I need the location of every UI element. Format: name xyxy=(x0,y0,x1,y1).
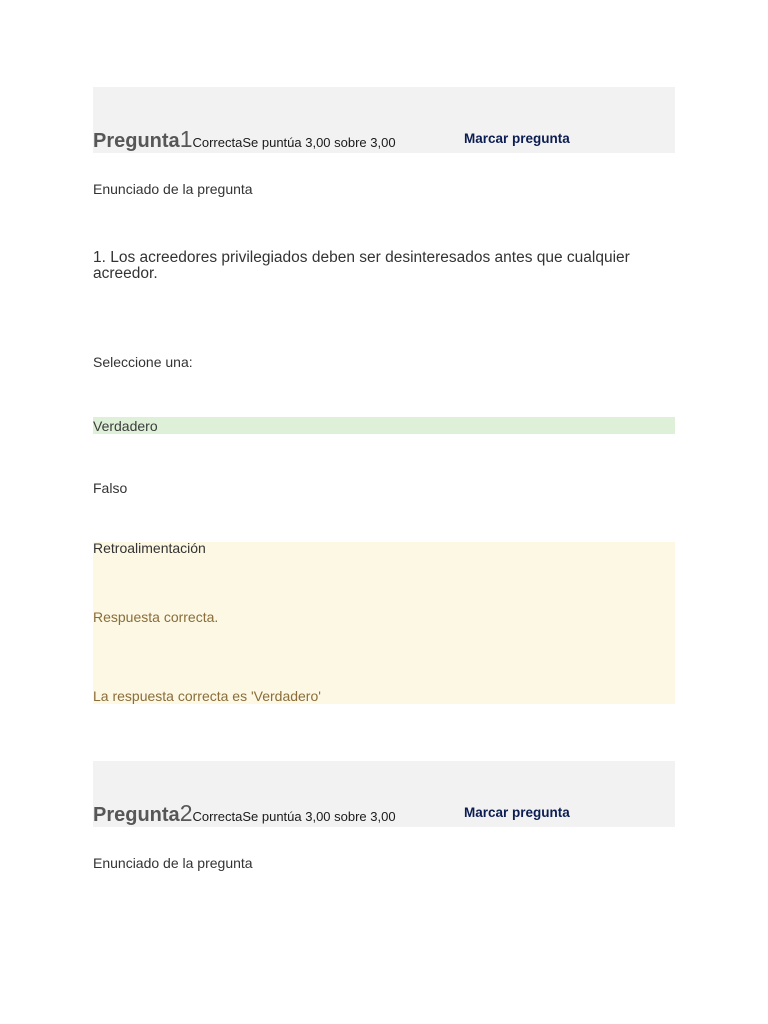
feedback-panel xyxy=(93,542,675,704)
option-verdadero[interactable] xyxy=(93,417,675,434)
select-one-prompt: Seleccione una: xyxy=(93,354,193,370)
question-label: Pregunta xyxy=(93,130,180,152)
question-2-info xyxy=(93,761,675,827)
question-number: 1 xyxy=(179,126,193,152)
question-2-heading xyxy=(93,799,396,827)
flag-question-label: Marcar pregunta xyxy=(464,805,570,820)
question-grade: Se puntúa 3,00 sobre 3,00 xyxy=(242,135,396,150)
question-2-prompt-heading: Enunciado de la pregunta xyxy=(93,855,253,871)
question-1-prompt-heading: Enunciado de la pregunta xyxy=(93,181,253,197)
flag-question-label: Marcar pregunta xyxy=(464,131,570,146)
feedback-right-answer: La respuesta correcta es 'Verdadero' xyxy=(93,688,321,704)
question-1-text: 1. Los acreedores privilegiados deben ser desinteresados antes que cualquier acreedor. xyxy=(93,249,630,282)
flag-question-button[interactable] xyxy=(464,799,570,827)
option-verdadero-label: Verdadero xyxy=(93,418,158,434)
flag-question-button[interactable] xyxy=(464,125,570,153)
feedback-result: Respuesta correcta. xyxy=(93,609,219,625)
question-state: Correcta xyxy=(192,809,243,824)
question-1-heading xyxy=(93,125,396,153)
question-grade: Se puntúa 3,00 sobre 3,00 xyxy=(242,809,396,824)
question-label: Pregunta xyxy=(93,804,180,826)
question-1-info xyxy=(93,87,675,153)
feedback-title: Retroalimentación xyxy=(93,540,206,556)
question-number: 2 xyxy=(179,800,193,826)
option-falso[interactable]: Falso xyxy=(93,480,128,496)
question-state: Correcta xyxy=(192,135,243,150)
